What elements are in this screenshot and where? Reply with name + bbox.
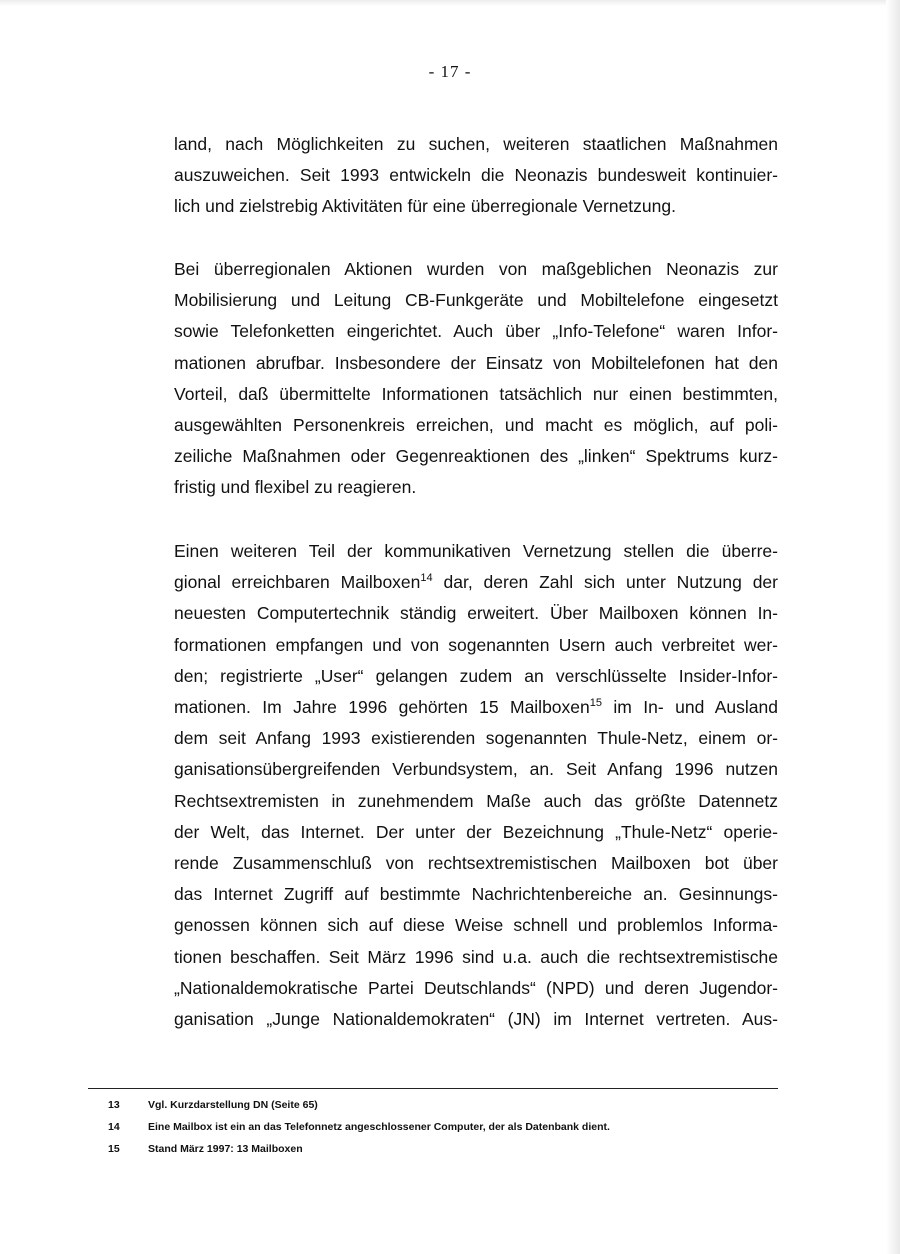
text-line (174, 692, 778, 723)
text-line: zeiliche Maßnahmen oder Gegenreaktionen des „linken“ Spektrums kurz- (174, 446, 778, 467)
text-line: Rechtsextremisten in zunehmendem Maße auch das größte Datennetz (174, 790, 778, 811)
text-line: sowie Telefonketten eingerichtet. Auch über „Info-Telefone“ waren Infor- (174, 321, 778, 342)
footnotes (108, 1094, 748, 1160)
text-line: rende Zusammenschluß von rechtsextremistischen Mailboxen bot über (174, 853, 778, 874)
scan-edge-right (886, 0, 900, 1254)
footnote-separator (88, 1088, 778, 1089)
paragraph-2 (174, 254, 778, 504)
text-line: der Welt, das Internet. Der unter der Bezeichnung „Thule-Netz“ operie- (174, 821, 778, 842)
footnote-ref-15: 15 (589, 697, 603, 710)
text-segment: gional erreichbaren Mailboxen (174, 572, 421, 593)
footnote-number: 13 (108, 1099, 120, 1111)
text-line: ganisationsübergreifenden Verbundsystem, an. Seit Anfang 1996 nutzen (174, 759, 778, 780)
text-line: Mobilisierung und Leitung CB-Funkgeräte und Mobiltelefone eingesetzt (174, 290, 778, 311)
footnote-text: Stand März 1997: 13 Mailboxen (148, 1143, 303, 1155)
text-segment: im In- und Ausland (602, 697, 779, 718)
text-line: den; registrierte „User“ gelangen zudem an verschlüsselte Insider-Infor- (174, 665, 778, 686)
text-line: Einen weiteren Teil der kommunikativen Vernetzung stellen die überre- (174, 541, 778, 561)
footnote-text: Vgl. Kurzdarstellung DN (Seite 65) (148, 1099, 318, 1111)
footnote-ref-14: 14 (420, 572, 433, 585)
footnote-15 (108, 1138, 748, 1160)
text-line: Vorteil, daß übermittelte Informationen tatsächlich nur einen bestimmten, (174, 383, 778, 404)
text-segment: dar, deren Zahl sich unter Nutzung der (432, 572, 778, 593)
text-line: auszuweichen. Seit 1993 entwickeln die Neonazis bundesweit kontinuier- (174, 165, 778, 186)
text-line: neuesten Computertechnik ständig erweitert. Über Mailboxen können In- (174, 603, 778, 624)
text-line: „Nationaldemokratische Partei Deutschlands“ (NPD) und deren Jugendor- (174, 977, 778, 998)
text-line: dem seit Anfang 1993 existierenden sogenannten Thule-Netz, einem or- (174, 728, 778, 749)
text-line: ganisation „Junge Nationaldemokraten“ (JN) im Internet vertreten. Aus- (174, 1009, 778, 1030)
footnote-13 (108, 1094, 748, 1116)
text-line (174, 567, 778, 598)
text-line: das Internet Zugriff auf bestimmte Nachrichtenbereiche an. Gesinnungs- (174, 884, 778, 905)
page-number: - 17 - (428, 62, 472, 81)
text-line: land, nach Möglichkeiten zu suchen, weiteren staatlichen Maßnahmen (174, 134, 778, 154)
text-line: Bei überregionalen Aktionen wurden von maßgeblichen Neonazis zur (174, 259, 778, 279)
paragraph-1 (174, 129, 778, 223)
text-line: formationen empfangen und von sogenannten Usern auch verbreitet wer- (174, 634, 778, 655)
footnote-number: 15 (108, 1143, 120, 1155)
text-line: tionen beschaffen. Seit März 1996 sind u.a. auch die rechtsextremistische (174, 946, 778, 967)
footnote-number: 14 (108, 1121, 120, 1133)
text-segment: mationen. Im Jahre 1996 gehörten 15 Mailboxen (174, 697, 590, 718)
paragraph-3 (174, 536, 778, 1035)
scan-edge-top (0, 0, 900, 6)
text-line: mationen abrufbar. Insbesondere der Einsatz von Mobiltelefonen hat den (174, 352, 778, 373)
text-line: ausgewählten Personenkreis erreichen, und macht es möglich, auf poli- (174, 415, 778, 436)
text-line: genossen können sich auf diese Weise schnell und problemlos Informa- (174, 915, 778, 936)
footnote-text: Eine Mailbox ist ein an das Telefonnetz angeschlossener Computer, der als Datenbank dient. (148, 1121, 610, 1133)
text-line: fristig und flexibel zu reagieren. (174, 477, 417, 498)
footnote-14 (108, 1116, 748, 1138)
text-line: lich und zielstrebig Aktivitäten für eine überregionale Vernetzung. (174, 196, 676, 217)
